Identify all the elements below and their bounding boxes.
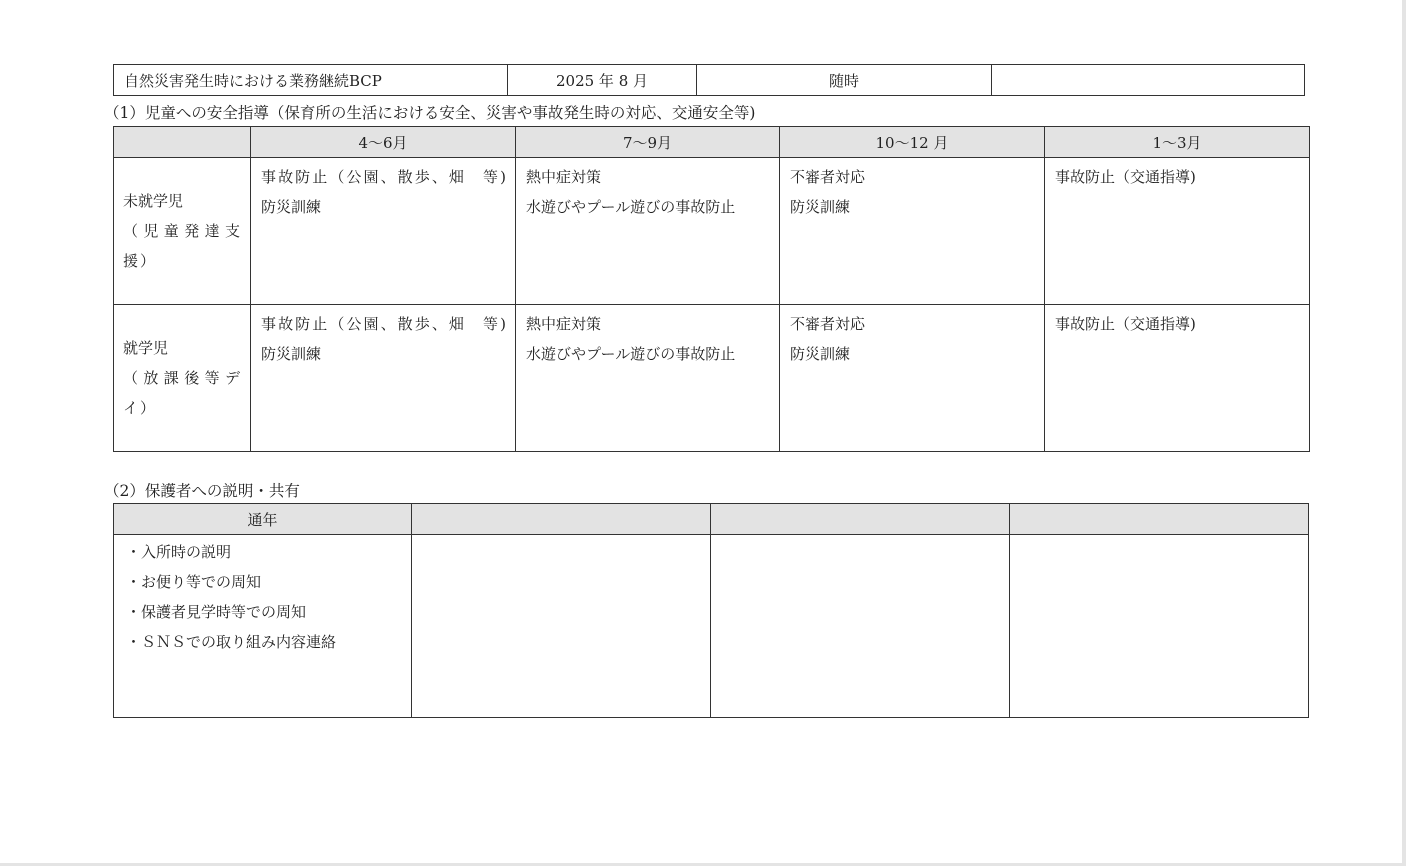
row-group-preschool bbox=[114, 158, 251, 305]
empty-cell bbox=[711, 535, 1010, 718]
table-row bbox=[114, 305, 1310, 452]
cell-line: 事故防止（公園、散歩、畑 等) bbox=[261, 168, 506, 186]
group-name: 未就学児 bbox=[123, 192, 184, 210]
header-col4 bbox=[1010, 504, 1309, 535]
cell-q2 bbox=[516, 305, 780, 452]
cell-line: 防災訓練 bbox=[261, 198, 322, 216]
bcp-info-row bbox=[114, 65, 1305, 96]
group-sub: （児童発達支援） bbox=[123, 222, 242, 270]
cell-line: 熱中症対策 bbox=[526, 168, 602, 186]
parents-header-row bbox=[114, 504, 1309, 535]
empty-cell bbox=[1010, 535, 1309, 718]
cell-line: 熱中症対策 bbox=[526, 315, 602, 333]
safety-instruction-table bbox=[113, 126, 1310, 452]
cell-q4 bbox=[1045, 158, 1310, 305]
bcp-plan-date: 2025 年 8 月 bbox=[508, 65, 697, 96]
section2-heading: （2）保護者への説明・共有 bbox=[104, 482, 300, 500]
cell-q3 bbox=[780, 158, 1045, 305]
bcp-plan-name: 自然災害発生時における業務継続BCP bbox=[114, 65, 508, 96]
list-item: ・入所時の説明 bbox=[126, 543, 232, 561]
header-q1: 4～6月 bbox=[251, 127, 516, 158]
header-q2: 7～9月 bbox=[516, 127, 780, 158]
table-row bbox=[114, 158, 1310, 305]
cell-line: 水遊びやプール遊びの事故防止 bbox=[526, 345, 736, 363]
cell-line: 防災訓練 bbox=[790, 198, 851, 216]
header-q4: 1～3月 bbox=[1045, 127, 1310, 158]
bcp-info-table bbox=[113, 64, 1305, 96]
section1-heading: （1）児童への安全指導（保育所の生活における安全、災害や事故発生時の対応、交通安全等) bbox=[104, 104, 756, 122]
parents-sharing-table bbox=[113, 503, 1309, 718]
list-item: ・保護者見学時等での周知 bbox=[126, 603, 307, 621]
header-year-round: 通年 bbox=[114, 504, 412, 535]
table-row bbox=[114, 535, 1309, 718]
header-blank bbox=[114, 127, 251, 158]
group-name: 就学児 bbox=[123, 339, 169, 357]
bcp-plan-timing: 随時 bbox=[697, 65, 992, 96]
header-q3: 10～12 月 bbox=[780, 127, 1045, 158]
header-col2 bbox=[412, 504, 711, 535]
cell-q3 bbox=[780, 305, 1045, 452]
year-round-items bbox=[114, 535, 412, 718]
bcp-plan-extra bbox=[992, 65, 1305, 96]
cell-line: 事故防止（交通指導) bbox=[1055, 168, 1196, 186]
safety-header-row bbox=[114, 127, 1310, 158]
cell-line: 防災訓練 bbox=[261, 345, 322, 363]
cell-line: 防災訓練 bbox=[790, 345, 851, 363]
cell-line: 事故防止（公園、散歩、畑 等) bbox=[261, 315, 506, 333]
cell-line: 水遊びやプール遊びの事故防止 bbox=[526, 198, 736, 216]
cell-q1 bbox=[251, 305, 516, 452]
cell-line: 事故防止（交通指導) bbox=[1055, 315, 1196, 333]
cell-q1 bbox=[251, 158, 516, 305]
cell-line: 不審者対応 bbox=[790, 315, 866, 333]
cell-q4 bbox=[1045, 305, 1310, 452]
cell-q2 bbox=[516, 158, 780, 305]
list-item: ・お便り等での周知 bbox=[126, 573, 262, 591]
cell-line: 不審者対応 bbox=[790, 168, 866, 186]
group-sub: （放課後等デイ） bbox=[123, 369, 242, 417]
page-edge bbox=[1402, 0, 1406, 866]
header-col3 bbox=[711, 504, 1010, 535]
list-item: ・ＳＮＳでの取り組み内容連絡 bbox=[126, 633, 337, 651]
empty-cell bbox=[412, 535, 711, 718]
row-group-school bbox=[114, 305, 251, 452]
